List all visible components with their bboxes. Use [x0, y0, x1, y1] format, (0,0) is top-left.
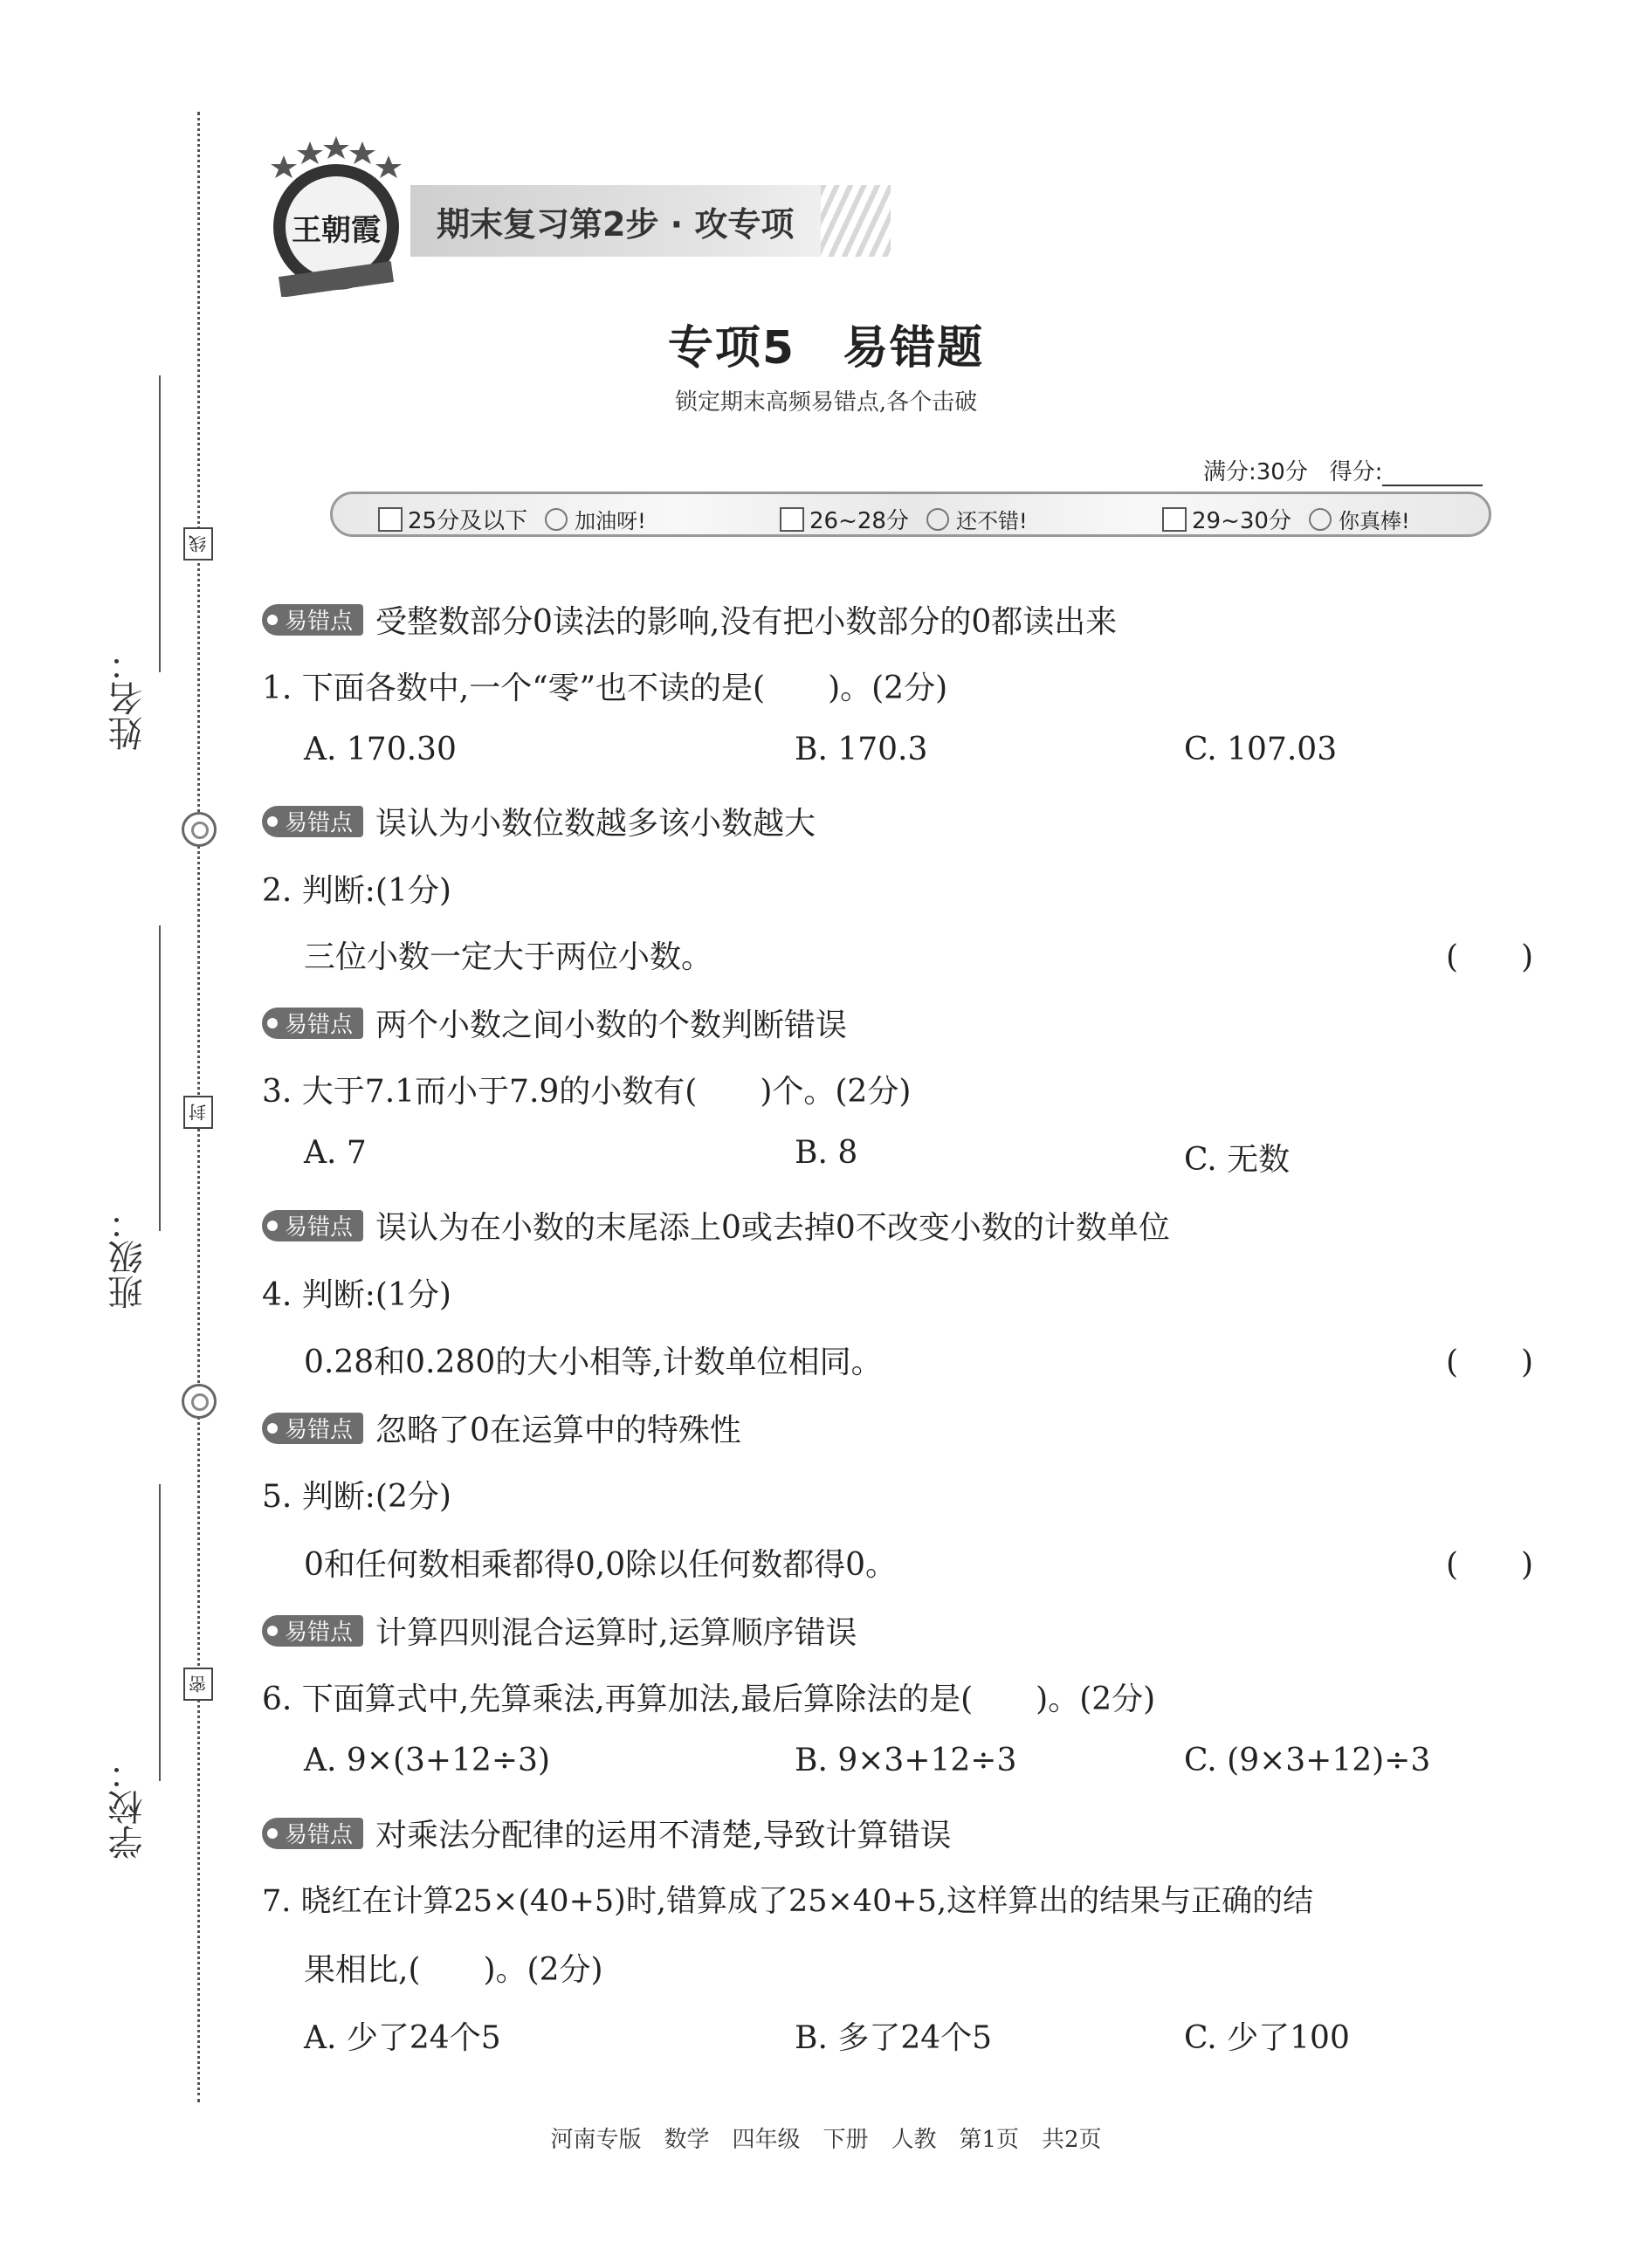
level-2-range: 26~28分	[809, 508, 909, 534]
error-point-badge: 易错点	[262, 1818, 363, 1849]
level-1-checkbox[interactable]	[378, 507, 403, 532]
step-banner: 期末复习第2步 · 攻专项	[410, 185, 864, 257]
score-label: 得分:	[1329, 459, 1383, 485]
binding-hole-icon	[182, 1384, 217, 1419]
brand-name: 王朝霞	[292, 213, 381, 248]
answer-paren[interactable]: ( )	[1446, 939, 1534, 975]
option-a[interactable]: A. 9×(3+12÷3)	[304, 1743, 550, 1778]
error-point-text: 对乘法分配律的运用不清楚,导致计算错误	[375, 1818, 952, 1854]
cut-mark-secret: 密	[183, 1668, 213, 1701]
name-underline	[159, 375, 161, 672]
error-point-text: 忽略了0在运算中的特殊性	[375, 1413, 741, 1448]
error-point	[262, 1608, 857, 1653]
level-1-comment: 加油呀!	[575, 509, 646, 533]
option-a[interactable]: A. 170.30	[304, 732, 457, 767]
statement-2: 三位小数一定大于两位小数。	[304, 939, 713, 975]
question-1: 1. 下面各数中,一个“零”也不读的是( )。(2分)	[262, 671, 948, 706]
level-3-comment: 你真棒!	[1338, 509, 1410, 533]
level-3-range: 29~30分	[1192, 508, 1291, 534]
level-1-range: 25分及以下	[408, 508, 528, 534]
error-point-badge: 易错点	[262, 1615, 363, 1647]
error-point-badge: 易错点	[262, 604, 363, 636]
option-b[interactable]: B. 8	[795, 1135, 858, 1171]
face-icon	[1309, 508, 1332, 531]
school-underline	[159, 1484, 161, 1781]
error-point	[262, 1203, 1170, 1248]
error-point-text: 误认为小数位数越多该小数越大	[375, 806, 816, 842]
class-underline	[159, 925, 161, 1231]
score-blank[interactable]	[1382, 462, 1483, 486]
page-subtitle: 锁定期末高频易错点,各个击破	[674, 389, 978, 416]
level-3-checkbox[interactable]	[1162, 507, 1187, 532]
question-5: 5. 判断:(2分)	[262, 1479, 451, 1515]
binding-hole-icon	[182, 812, 217, 847]
error-point-badge: 易错点	[262, 806, 363, 837]
question-7: 7. 晓红在计算25×(40+5)时,错算成了25×40+5,这样算出的结果与正确的结	[262, 1884, 1314, 1919]
name-label: 姓名：	[108, 646, 148, 751]
error-point-text: 两个小数之间小数的个数判断错误	[375, 1008, 848, 1043]
score-area	[1203, 454, 1483, 486]
cut-mark-line: 线	[183, 527, 213, 561]
class-label: 班级：	[108, 1205, 148, 1310]
option-c[interactable]: C. 无数	[1184, 1142, 1291, 1178]
option-c[interactable]: C. (9×3+12)÷3	[1184, 1743, 1431, 1778]
level-1	[378, 503, 646, 535]
option-b[interactable]: B. 多了24个5	[795, 2020, 993, 2056]
level-3	[1162, 503, 1410, 535]
error-point	[262, 1001, 847, 1045]
question-2: 2. 判断:(1分)	[262, 873, 451, 909]
option-a[interactable]: A. 少了24个5	[304, 2020, 501, 2056]
question-3: 3. 大于7.1而小于7.9的小数有( )个。(2分)	[262, 1074, 912, 1110]
error-point-badge: 易错点	[262, 1413, 363, 1444]
score-level-bar	[330, 492, 1491, 537]
school-label: 学校：	[108, 1755, 148, 1860]
level-2-comment: 还不错!	[955, 509, 1028, 533]
statement-5: 0和任何数相乘都得0,0除以任何数都得0。	[304, 1547, 898, 1583]
option-c[interactable]: C. 少了100	[1184, 2020, 1350, 2056]
cut-mark-seal: 封	[183, 1096, 213, 1129]
error-point-badge: 易错点	[262, 1008, 363, 1039]
error-point	[262, 1406, 741, 1450]
option-b[interactable]: B. 170.3	[795, 732, 928, 767]
option-c[interactable]: C. 107.03	[1184, 732, 1338, 767]
banner-stripes	[821, 185, 891, 257]
page-title: 专项5 易错题	[667, 322, 985, 375]
statement-4: 0.28和0.280的大小相等,计数单位相同。	[304, 1345, 883, 1380]
error-point-text: 受整数部分0读法的影响,没有把小数部分的0都读出来	[375, 604, 1118, 640]
brand-logo	[262, 131, 410, 297]
full-score: 满分:30分	[1203, 459, 1308, 485]
error-point-text: 误认为在小数的末尾添上0或去掉0不改变小数的计数单位	[375, 1210, 1170, 1246]
level-2-checkbox[interactable]	[780, 507, 804, 532]
error-point	[262, 1811, 951, 1855]
error-point	[262, 597, 1117, 642]
answer-paren[interactable]: ( )	[1446, 1547, 1534, 1583]
error-point-badge: 易错点	[262, 1210, 363, 1241]
face-icon	[545, 508, 568, 531]
page-footer: 河南专版 数学 四年级 下册 人教 第1页 共2页	[550, 2127, 1102, 2153]
question-6: 6. 下面算式中,先算乘法,再算加法,最后算除法的是( )。(2分)	[262, 1682, 1156, 1717]
error-point-text: 计算四则混合运算时,运算顺序错误	[375, 1615, 857, 1651]
answer-paren[interactable]: ( )	[1446, 1345, 1534, 1380]
level-2	[780, 503, 1028, 535]
face-icon	[926, 508, 949, 531]
option-a[interactable]: A. 7	[304, 1135, 367, 1171]
question-7-continued: 果相比,( )。(2分)	[304, 1952, 603, 1988]
question-4: 4. 判断:(1分)	[262, 1277, 451, 1313]
option-b[interactable]: B. 9×3+12÷3	[795, 1743, 1017, 1778]
error-point	[262, 799, 816, 843]
